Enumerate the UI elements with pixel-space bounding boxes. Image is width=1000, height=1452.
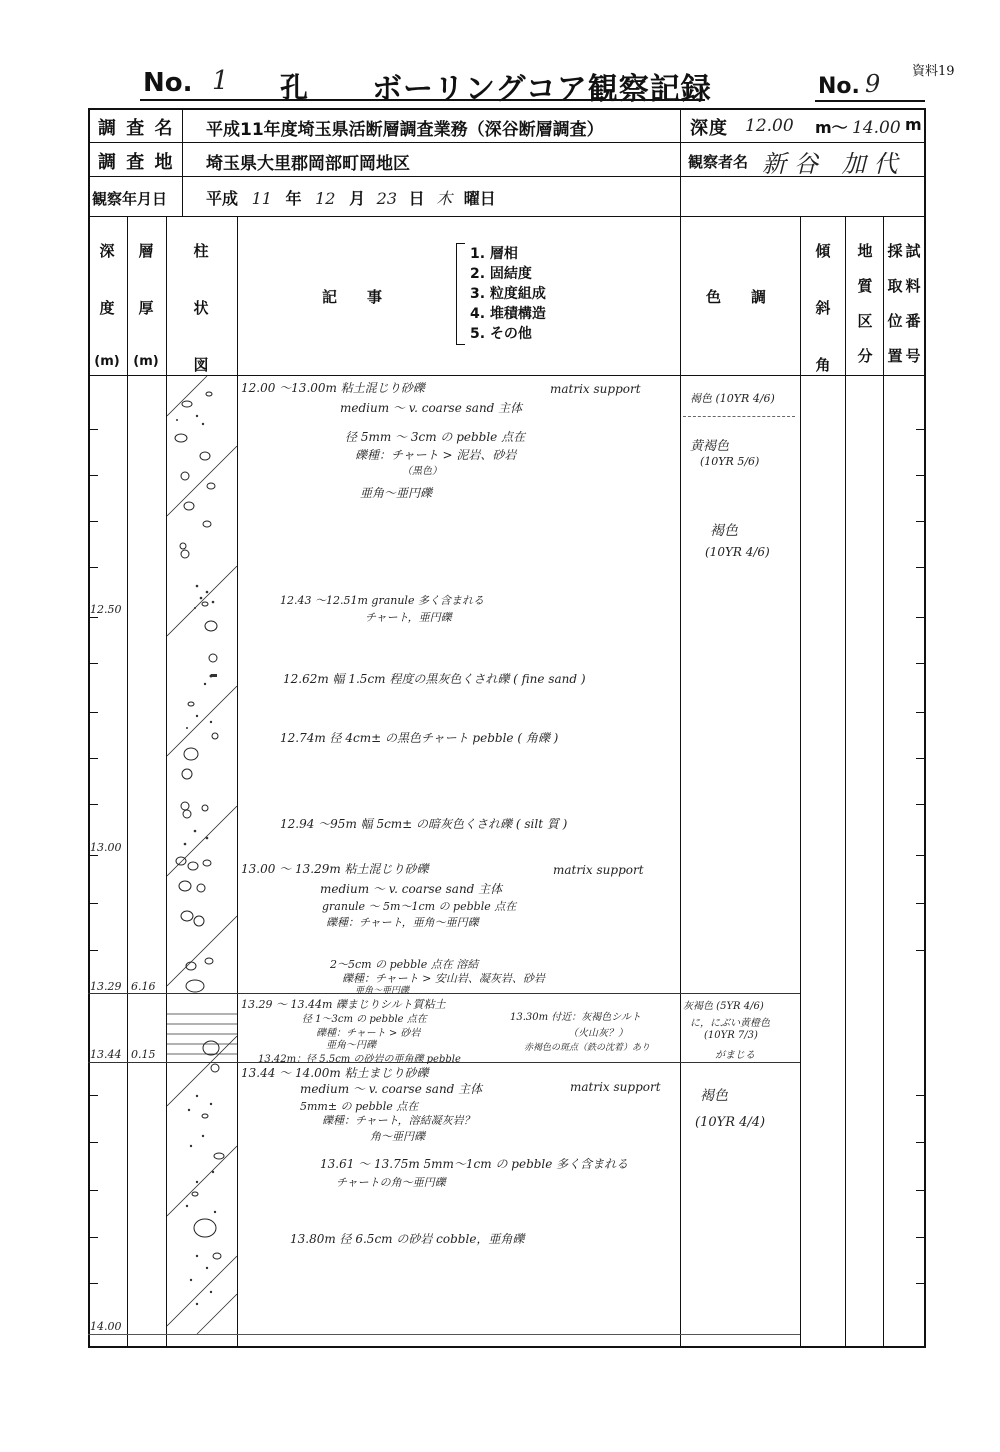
depth-from: 12.00: [745, 116, 794, 136]
observer-name: 新谷 加代: [762, 150, 906, 178]
hole-number: 1: [212, 66, 229, 96]
thickness-label-1: 6.16: [131, 980, 156, 993]
color-entry: 褐色: [700, 1088, 728, 1104]
depth-label: 深度: [690, 118, 728, 139]
day-unit: 日: [408, 189, 425, 208]
survey-name-label: 調 査 名: [98, 118, 175, 139]
survey-site: 埼玉県大里郡岡部町岡地区: [206, 154, 410, 174]
note-line: 12.74m 径 4cm± の黒色チャート pebble ( 角礫 ): [280, 731, 559, 745]
date-label: 観察年月日: [92, 190, 168, 208]
note-line: 13.30m 付近：灰褐色シルト: [510, 1012, 642, 1023]
color-entry: に，にぶい黄橙色: [690, 1018, 770, 1029]
note-line: 礫種：チャート > 安山岩、凝灰岩、砂岩: [342, 972, 545, 985]
color-entry: (10YR 4/6): [705, 545, 770, 559]
dip-angle-header: 傾 斜 角: [815, 242, 831, 374]
note-line: 12.43 〜12.51m granule 多く含まれる: [280, 594, 484, 607]
note-line: 13.61 〜 13.75m 5mm〜1cm の pebble 多く含まれる: [320, 1157, 629, 1171]
geologic-division-header: 地 質 区 分: [857, 242, 873, 365]
month-unit: 月: [349, 189, 366, 208]
page-title: ボーリングコア観察記録: [372, 72, 712, 107]
year: 11: [251, 189, 272, 208]
hole-number-label: No.: [143, 68, 193, 98]
page-number: 9: [865, 70, 881, 98]
column-diagram-header: 柱 状 図: [193, 242, 209, 374]
sample-position-header: 採 取 位 置: [887, 242, 903, 365]
depth-column-header: 深 度 (m): [94, 242, 120, 369]
depth-unit-from: m〜: [815, 118, 848, 137]
note-line: 礫種：チャート > 泥岩、砂岩: [355, 448, 517, 462]
color-entry: 黄褐色: [690, 439, 730, 454]
depth-to: 14.00: [852, 118, 901, 138]
depth-label-14-00: 14.00: [90, 1320, 122, 1333]
survey-name: 平成11年度埼玉県活断層調査業務（深谷断層調査）: [206, 120, 604, 140]
note-line: チャート，亜円礫: [365, 611, 452, 624]
weekday-unit: 曜日: [463, 189, 496, 208]
weekday: 木: [436, 189, 453, 208]
note-line: matrix support: [553, 863, 644, 877]
note-line: 5mm± の pebble 点在: [300, 1100, 419, 1113]
color-entry: 褐色 (10YR 4/6): [690, 392, 775, 405]
note-line: 角〜亜円礫: [370, 1130, 425, 1143]
note-line: 亜角〜円礫: [326, 1040, 376, 1051]
boundary-14-00: [88, 1334, 800, 1335]
note-line: matrix support: [550, 382, 641, 396]
note-line: 12.62m 幅 1.5cm 程度の黒灰色くされ礫 ( fine sand ): [283, 672, 586, 686]
depth-label-12-50: 12.50: [90, 603, 122, 616]
document-reference: 資料19: [912, 64, 955, 79]
sample-number-header: 試 料 番 号: [905, 242, 921, 365]
note-line: 13.44 〜 14.00m 粘土まじり砂礫: [241, 1066, 429, 1080]
note-line: 13.29 〜 13.44m 礫まじりシルト質粘土: [241, 998, 446, 1011]
note-line: 礫種：チャート，亜角〜亜円礫: [326, 916, 479, 929]
note-line: （黒色）: [402, 466, 442, 477]
day: 23: [376, 189, 398, 208]
note-line: 礫種：チャート > 砂岩: [316, 1028, 421, 1039]
notes-header: 記 事: [322, 288, 383, 306]
note-line: 赤褐色の斑点（鉄の沈着）あり: [524, 1043, 651, 1053]
note-line: medium 〜 v. coarse sand 主体: [340, 401, 523, 415]
note-line: 径 1〜3cm の pebble 点在: [302, 1014, 427, 1025]
note-line: 12.00 〜13.00m 粘土混じり砂礫: [241, 381, 425, 395]
note-line: medium 〜 v. coarse sand 主体: [300, 1082, 483, 1096]
era: 平成: [206, 189, 239, 208]
hole-suffix: 孔: [280, 71, 309, 104]
color-header: 色 調: [706, 288, 767, 306]
depth-label-13-44: 13.44: [90, 1048, 122, 1061]
thickness-column-header: 層 厚 (m): [133, 242, 159, 369]
notes-bracket: [456, 243, 465, 345]
note-line: 2〜5cm の pebble 点在 溶結: [330, 958, 479, 971]
observer-label: 観察者名: [688, 153, 749, 171]
color-entry: (10YR 5/6): [700, 455, 760, 468]
column-diagram: [167, 376, 237, 1334]
page-number-label: No.: [818, 74, 860, 99]
depth-label-13-00: 13.00: [90, 841, 122, 854]
note-line: matrix support: [570, 1080, 661, 1094]
note-line: 径 5mm 〜 3cm の pebble 点在: [345, 430, 526, 444]
color-entry: (10YR 7/3): [704, 1030, 758, 1041]
depth-label-13-29: 13.29: [90, 980, 122, 993]
year-unit: 年: [285, 189, 302, 208]
note-line: 礫種：チャート，溶結凝灰岩？: [322, 1114, 475, 1127]
note-line: 12.94 〜95m 幅 5cm± の暗灰色くされ礫 ( silt 質 ): [280, 817, 568, 831]
note-line: チャートの角〜亜円礫: [336, 1176, 446, 1189]
color-entry: 灰褐色 (5YR 4/6): [683, 1001, 764, 1012]
note-line: 13.00 〜 13.29m 粘土混じり砂礫: [241, 862, 429, 876]
note-line: 亜角〜亜円礫: [360, 486, 433, 500]
note-line: 13.80m 径 6.5cm の砂岩 cobble，亜角礫: [290, 1232, 525, 1246]
note-line: （火山灰？）: [568, 1028, 628, 1039]
note-line: granule 〜 5m〜1cm の pebble 点在: [322, 900, 517, 913]
notes-item-list: 1. 層相 2. 固結度 3. 粒度組成 4. 堆積構造 5. その他: [470, 246, 546, 342]
thickness-label-2: 0.15: [131, 1048, 156, 1061]
note-line: 13.42m：径 5.5cm の砂岩の亜角礫 pebble: [258, 1054, 461, 1065]
note-line: medium 〜 v. coarse sand 主体: [320, 882, 503, 896]
month: 12: [315, 189, 336, 208]
depth-unit-to: m: [905, 115, 922, 134]
observation-date: [206, 186, 496, 209]
note-line: 亜角〜亜円礫: [355, 986, 410, 996]
color-entry: がまじる: [715, 1050, 755, 1061]
site-label: 調 査 地: [98, 152, 175, 173]
color-entry: 褐色: [710, 523, 738, 539]
color-entry: (10YR 4/4): [695, 1115, 766, 1130]
